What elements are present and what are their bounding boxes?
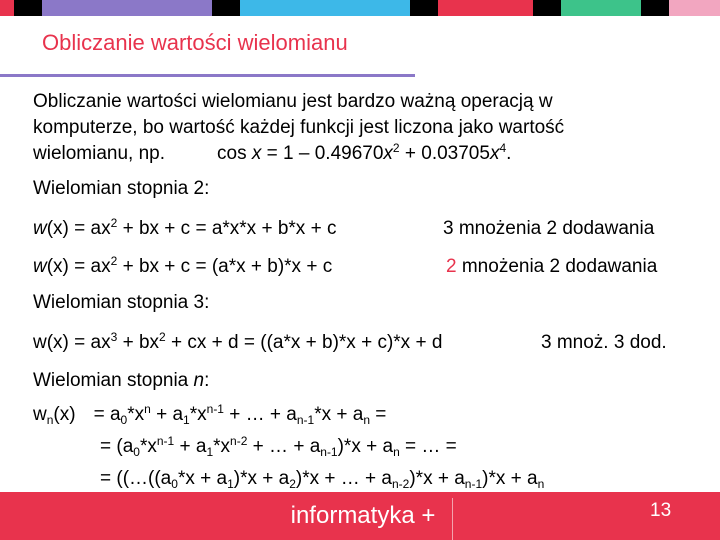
degree-n-line-1: $w_n(x) = a_0*x^n + a_1*x^{n-1}$ + … + $a_{n-1}*x + a_n$ = (33, 402, 387, 427)
degree-2-formula-1: $w(x) = ax^2$ + bx + c = a*x*x + b*x + c (33, 216, 337, 239)
degree-2-ops-1: 3 mnożenia 2 dodawania (443, 218, 655, 239)
degree-2-formula-2: $w(x) = ax^2$ + bx + c = (a*x + b)*x + c (33, 254, 333, 277)
intro-line-1: Obliczanie wartości wielomianu jest bardzo ważną operacją w (33, 91, 553, 112)
top-bar-segment (438, 0, 533, 16)
top-bar-segment (212, 0, 240, 16)
top-bar-segment (42, 0, 212, 16)
top-bar-segment (14, 0, 42, 16)
top-color-bar (0, 0, 720, 16)
intro-line-2: komputerze, bo wartość każdej funkcji jest liczona jako wartość (33, 117, 565, 138)
degree-n-line-3: = (($\dots((a_0*x + a_1)*x + a_2)*x$ + … + $a_{n-2})*x + a_{n-1})*x + a_n$ (100, 468, 545, 491)
title-underline (0, 74, 415, 77)
degree-n-heading: Wielomian stopnia n: (33, 370, 210, 391)
footer-divider-right (452, 498, 453, 540)
intro-line-3: wielomianu, np. (33, 143, 166, 164)
top-bar-segment (641, 0, 669, 16)
intro-paragraph (33, 89, 693, 167)
footer-brand: informatyka + (273, 492, 453, 540)
top-bar-segment (669, 0, 720, 16)
top-bar-segment (533, 0, 561, 16)
slide-title: Obliczanie wartości wielomianu (42, 30, 348, 55)
degree-3-formula: $w(x) = ax^3 + bx^2$ + cx + d = ((a*x + b)*x + c)*x + d (33, 330, 443, 353)
top-bar-segment (0, 0, 14, 16)
degree-n-line-2: = ($a_0*x^{n-1} + a_1*x^{n-2}$ + … + $a_{n-1})*x + a_n$ = … = (100, 434, 457, 459)
degree-3-ops: 3 mnoż. 3 dod. (541, 332, 667, 353)
footer-bar (0, 492, 720, 540)
degree-3-heading: Wielomian stopnia 3: (33, 292, 210, 313)
top-bar-segment (410, 0, 438, 16)
top-bar-segment (561, 0, 641, 16)
cos-formula: $\cos x = 1 - 0.49670x^2 + 0.03705x^4$. (217, 141, 512, 164)
degree-2-ops-2: 2 mnożenia 2 dodawania (446, 256, 658, 277)
degree-2-heading: Wielomian stopnia 2: (33, 178, 210, 199)
top-bar-segment (240, 0, 410, 16)
page-number: 13 (650, 500, 672, 521)
